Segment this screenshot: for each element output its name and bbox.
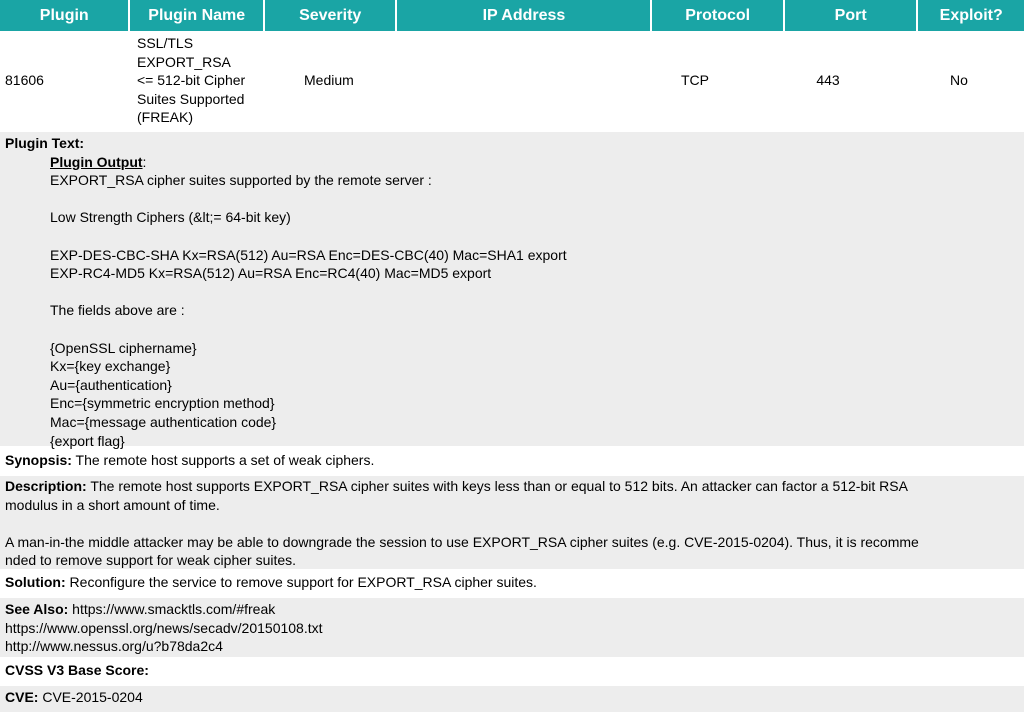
- plugin-output-line: [50, 227, 1024, 246]
- plugin-output: [5, 153, 1024, 451]
- plugin-output-line: Kx={key exchange}: [50, 358, 171, 375]
- cvss-section: [0, 661, 1024, 682]
- table-row: [0, 31, 1024, 130]
- plugin-output-line: Enc={symmetric encryption method}: [50, 395, 275, 412]
- see-also-line: [5, 600, 1024, 619]
- plugin-output-line: EXP-RC4-MD5 Kx=RSA(512) Au=RSA Enc=RC4(40) Mac=MD5 export: [50, 265, 492, 282]
- cvss-label: CVSS V3 Base Score:: [5, 662, 149, 678]
- plugin-output-line: [50, 320, 1024, 339]
- see-also-label: See Also:: [5, 601, 69, 617]
- cve-section: [0, 686, 1024, 712]
- cell-plugin-name: [137, 31, 262, 130]
- cell-port: 443: [816, 72, 840, 89]
- table-header-row: [0, 0, 1024, 31]
- plugin-name-line: EXPORT_RSA: [137, 53, 231, 70]
- description-label: Description:: [5, 478, 87, 494]
- cell-exploit: No: [950, 72, 968, 89]
- synopsis-section: [0, 451, 1024, 471]
- header-port: Port: [785, 0, 916, 31]
- plugin-output-line: EXPORT_RSA cipher suites supported by the remote server :: [50, 172, 432, 189]
- see-also-link[interactable]: http://www.nessus.org/u?b78da2c4: [5, 638, 223, 655]
- cve-label: CVE:: [5, 689, 39, 705]
- header-ip-address: IP Address: [397, 0, 650, 31]
- plugin-text-section: [0, 132, 1024, 449]
- description-line: modulus in a short amount of time.: [5, 496, 220, 513]
- see-also-link[interactable]: https://www.openssl.org/news/secadv/20150108.txt: [5, 619, 323, 636]
- plugin-output-line: Low Strength Ciphers (&lt;= 64-bit key): [50, 209, 291, 226]
- see-also-link[interactable]: https://www.smacktls.com/#freak: [72, 601, 276, 617]
- header-plugin-name: Plugin Name: [130, 0, 262, 31]
- solution-section: [0, 573, 1024, 594]
- plugin-name-line: SSL/TLS: [137, 35, 194, 52]
- plugin-name-line: (FREAK): [137, 109, 193, 126]
- header-plugin: Plugin: [0, 0, 128, 31]
- description-line: [5, 477, 1024, 496]
- description-line: A man-in-the middle attacker may be able to downgrade the session to use EXPORT_RSA cipher suites (e.g. CVE-2015-0204). Thus, it is recomme: [5, 533, 919, 550]
- plugin-output-heading: Plugin Output: [50, 153, 143, 170]
- description-line: [5, 514, 1024, 533]
- plugin-output-colon: :: [142, 153, 147, 170]
- header-exploit: Exploit?: [918, 0, 1024, 31]
- plugin-output-heading-line: [50, 153, 1024, 172]
- cell-protocol: TCP: [681, 72, 709, 89]
- cell-plugin-id: 81606: [5, 72, 44, 89]
- synopsis-label: Synopsis:: [5, 452, 72, 468]
- cell-severity: Medium: [304, 72, 354, 89]
- plugin-output-line: {OpenSSL ciphername}: [50, 339, 197, 356]
- cve-value: CVE-2015-0204: [38, 689, 143, 705]
- solution-text: Reconfigure the service to remove support for EXPORT_RSA cipher suites.: [65, 574, 537, 590]
- header-protocol: Protocol: [652, 0, 782, 31]
- plugin-output-line: EXP-DES-CBC-SHA Kx=RSA(512) Au=RSA Enc=DES-CBC(40) Mac=SHA1 export: [50, 246, 567, 263]
- plugin-text-label: Plugin Text:: [5, 135, 85, 151]
- plugin-name-line: Suites Supported: [137, 90, 245, 107]
- plugin-output-line: The fields above are :: [50, 302, 185, 319]
- plugin-output-line: Au={authentication}: [50, 376, 172, 393]
- description-line: nded to remove support for weak cipher suites.: [5, 552, 297, 569]
- plugin-output-line: Mac={message authentication code}: [50, 413, 277, 430]
- plugin-output-line: [50, 283, 1024, 302]
- see-also-section: [0, 598, 1024, 657]
- solution-label: Solution:: [5, 574, 66, 590]
- synopsis-text: The remote host supports a set of weak ciphers.: [71, 452, 375, 468]
- plugin-output-line: {export flag}: [50, 432, 125, 449]
- description-section: [0, 476, 1024, 569]
- plugin-name-line: <= 512-bit Cipher: [137, 72, 246, 89]
- description-text: The remote host supports EXPORT_RSA cipher suites with keys less than or equal to 512 bits. An attacker can factor a 512-bit RSA: [86, 478, 908, 494]
- plugin-output-line: [50, 190, 1024, 209]
- header-severity: Severity: [265, 0, 395, 31]
